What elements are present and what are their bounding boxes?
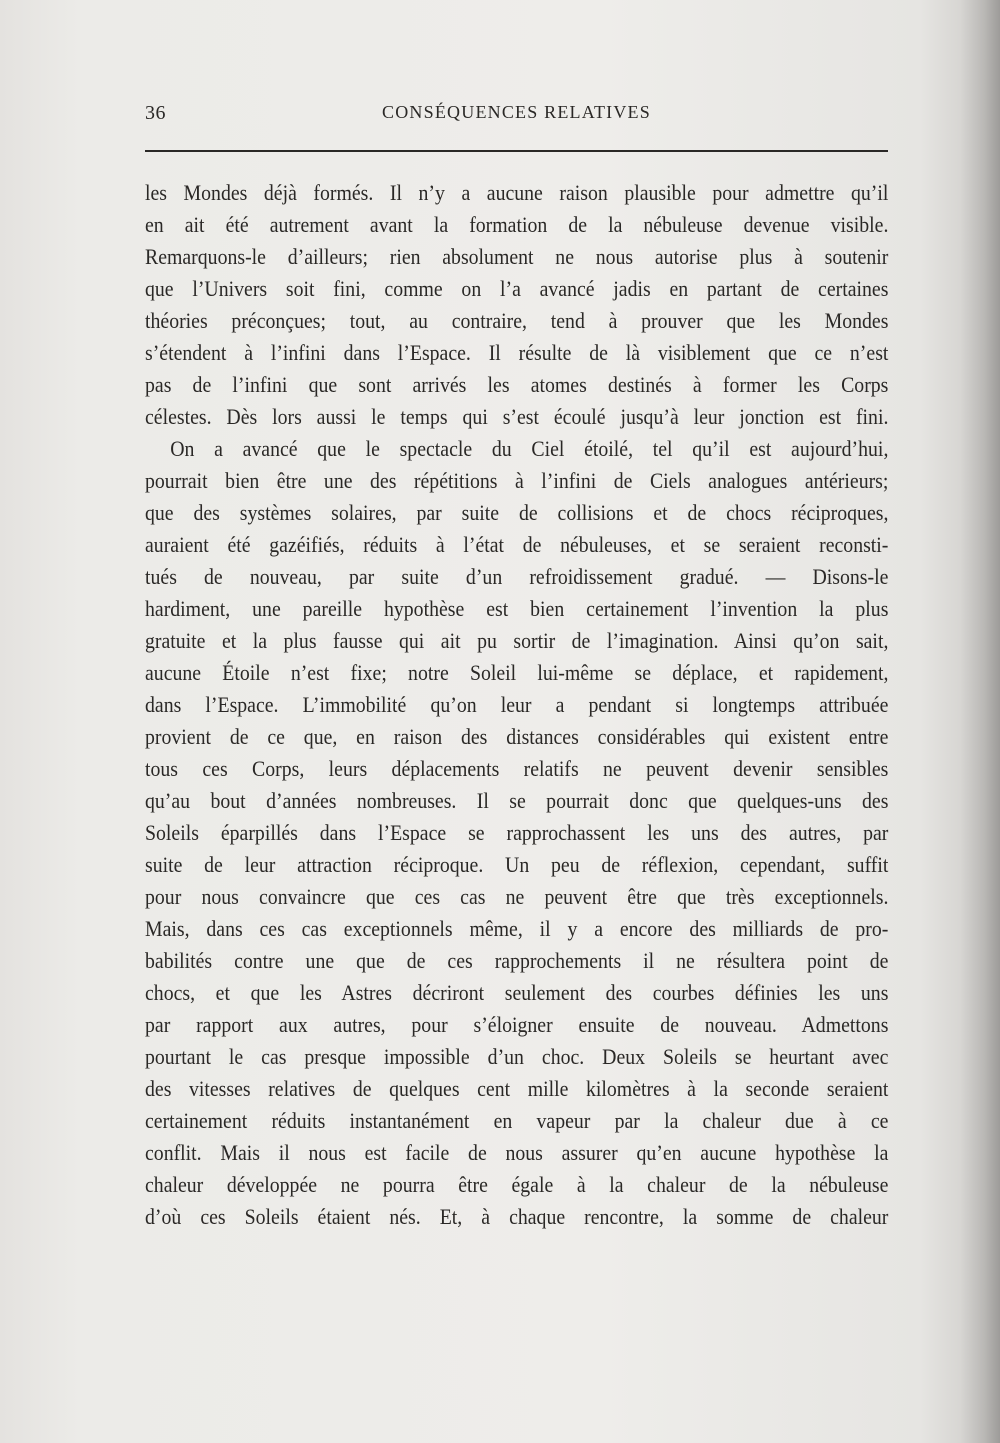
text-line: suite de leur attraction réciproque. Un peu de réflexion, cependant, suffit <box>145 852 889 877</box>
header-rule <box>145 150 888 152</box>
body-text <box>145 177 888 1233</box>
page-header <box>145 98 888 134</box>
text-line: que l’Univers soit fini, comme on l’a avancé jadis en partant de certaines <box>145 276 889 301</box>
text-line: provient de ce que, en raison des distances considérables qui existent entre <box>145 724 889 749</box>
text-line: conflit. Mais il nous est facile de nous assurer qu’en aucune hypothèse la <box>145 1140 889 1165</box>
text-line: tués de nouveau, par suite d’un refroidissement gradué. — Disons-le <box>145 564 889 589</box>
text-line: que des systèmes solaires, par suite de collisions et de chocs réciproques, <box>145 500 889 525</box>
text-line: babilités contre une que de ces rapprochements il ne résultera point de <box>145 948 889 973</box>
text-line: aucune Étoile n’est fixe; notre Soleil lui-même se déplace, et rapidement, <box>145 660 889 685</box>
running-title: CONSÉQUENCES RELATIVES <box>382 102 651 122</box>
text-line: des vitesses relatives de quelques cent mille kilomètres à la seconde seraient <box>145 1076 889 1101</box>
text-line: Remarquons-le d’ailleurs; rien absolument ne nous autorise plus à soutenir <box>145 244 889 269</box>
text-line: en ait été autrement avant la formation de la nébuleuse devenue visible. <box>145 212 889 237</box>
text-line: On a avancé que le spectacle du Ciel étoilé, tel qu’il est aujourd’hui, <box>170 436 889 461</box>
text-line: hardiment, une pareille hypothèse est bien certainement l’invention la plus <box>145 596 889 621</box>
text-line: gratuite et la plus fausse qui ait pu sortir de l’imagination. Ainsi qu’on sait, <box>145 628 889 653</box>
text-line: s’étendent à l’infini dans l’Espace. Il résulte de là visiblement que ce n’est <box>145 340 889 365</box>
text-line: Mais, dans ces cas exceptionnels même, il y a encore des milliards de pro- <box>145 916 889 941</box>
text-line: chaleur développée ne pourra être égale à la chaleur de la nébuleuse <box>145 1172 889 1197</box>
text-line: d’où ces Soleils étaient nés. Et, à chaque rencontre, la somme de chaleur <box>145 1204 889 1229</box>
text-line: par rapport aux autres, pour s’éloigner ensuite de nouveau. Admettons <box>145 1012 889 1037</box>
text-line: célestes. Dès lors aussi le temps qui s’est écoulé jusqu’à leur jonction est fini. <box>145 404 889 429</box>
text-line: les Mondes déjà formés. Il n’y a aucune raison plausible pour admettre qu’il <box>145 180 889 205</box>
text-line: pas de l’infini que sont arrivés les atomes destinés à former les Corps <box>145 372 889 397</box>
text-line: chocs, et que les Astres décriront seulement des courbes définies les uns <box>145 980 889 1005</box>
text-line: tous ces Corps, leurs déplacements relatifs ne peuvent devenir sensibles <box>145 756 889 781</box>
text-line: qu’au bout d’années nombreuses. Il se pourrait donc que quelques-uns des <box>145 788 889 813</box>
text-line: Soleils éparpillés dans l’Espace se rapprochassent les uns des autres, par <box>145 820 889 845</box>
text-line: dans l’Espace. L’immobilité qu’on leur a pendant si longtemps attribuée <box>145 692 889 717</box>
page-number: 36 <box>145 102 166 124</box>
text-line: pourtant le cas presque impossible d’un choc. Deux Soleils se heurtant avec <box>145 1044 889 1069</box>
page-edge-shadow <box>960 0 1000 1443</box>
text-line: pourrait bien être une des répétitions à l’infini de Ciels analogues antérieurs; <box>145 468 889 493</box>
text-line: pour nous convaincre que ces cas ne peuvent être que très exceptionnels. <box>145 884 889 909</box>
text-line: auraient été gazéifiés, réduits à l’état de nébuleuses, et se seraient reconsti- <box>145 532 889 557</box>
text-line: théories préconçues; tout, au contraire, tend à prouver que les Mondes <box>145 308 889 333</box>
text-line: certainement réduits instantanément en vapeur par la chaleur due à ce <box>145 1108 889 1133</box>
